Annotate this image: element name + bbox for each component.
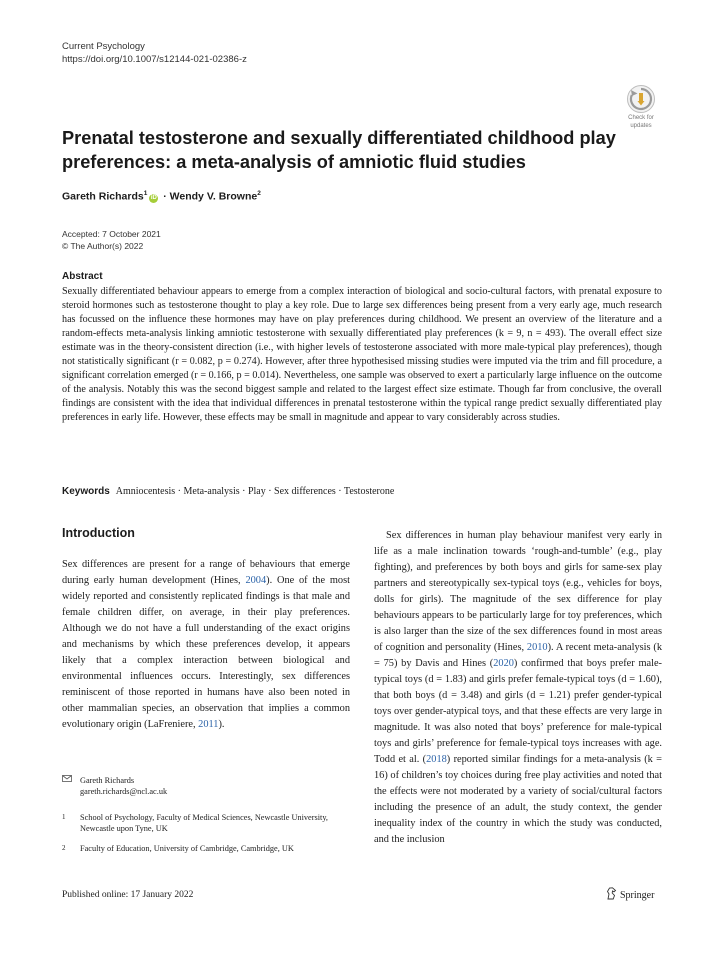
springer-horse-icon [606,887,617,900]
article-dates [62,228,161,252]
author-separator: · [160,190,170,203]
affiliation-text: School of Psychology, Faculty of Medical Sciences, Newcastle University, Newcastle upon Tyne, UK [80,813,329,833]
abstract-heading: Abstract [62,271,103,282]
journal-header [62,40,247,66]
keywords-list: Amniocentesis · Meta-analysis · Play · Sex differences · Testosterone [115,486,395,497]
mail-icon-wrap [62,775,76,786]
citation-year-link[interactable]: 2018 [426,754,447,765]
check-updates-line1: Check for [628,115,654,121]
citation-year-link[interactable]: 2004 [245,575,267,586]
published-online-date: Published online: 17 January 2022 [62,890,194,900]
abstract-text: Sexually differentiated behaviour appears to emerge from a complex interaction of biological and socio-cultural factors, with prenatal exposure to steroid hormones such as testosterone thought to play a key role. Due to large sex differences being present from a very early age, much research has focussed on the influence these hormones may have on play preferences during childhood. We present an overview of the literature and a random-effects meta-analysis linking amniotic testosterone with sexually differentiated play preferences (k = 9, n = 493). The overall effect size estimate was in the theory-consistent direction (i.e., with higher levels of testosterone associated with more male-typical play preferences), though not statistically significant (r = 0.082, p = 0.274). However, after three hypothesised missing studies were imputed via the trim and fill procedure, a significant correlation emerged (r = 0.166, p = 0.014). Nevertheless, one sample was observed to exert a particularly large influence on the outcome of the analysis. Notably this was the second biggest sample and related to the largest effect size estimate. Though far from conclusive, the overall findings are consistent with the idea that individual differences in prenatal testosterone within the typical range predict sexually differentiated play preferences in early life. However, these effects may be small in magnitude and appear to vary considerably across studies. [62,286,662,424]
intro-column-left: Sex differences are present for a range of behaviours that emerge during early human development (Hines, 2004). One of the most widely reported and consistently replicated findings is that male and female children differ, on average, in their play preferences. Although we do not have a full understanding of the exact origins and mechanisms by which these preferences develop, it appears likely that a complex interaction between biological and environmental influences occurs. Interestingly, sex differences reminiscent of those reported in humans have also been noted in other mammalian species, an observation that implies a common evolutionary origin (LaFreniere, 2011). [62,559,350,730]
correspondence-email[interactable]: gareth.richards@ncl.ac.uk [80,787,168,796]
correspondence-name: Gareth Richards [80,776,135,785]
citation-year-link[interactable]: 2010 [526,642,548,653]
accepted-date: Accepted: 7 October 2021 [62,229,161,239]
copyright-line: © The Author(s) 2022 [62,241,144,251]
check-for-updates-badge[interactable] [620,84,662,130]
publisher-name: Springer [620,890,655,901]
introduction-heading: Introduction [62,526,135,540]
keywords-label: Keywords [62,486,110,497]
journal-name: Current Psychology [62,41,145,52]
affiliation-number: 1 [62,813,66,821]
author-affiliation-marker: 1 [143,190,148,197]
keywords [62,486,394,497]
paper-title: Prenatal testosterone and sexually differentiated childhood play preferences: a meta-analysis of amniotic fluid studies [62,128,616,172]
affiliation-number: 2 [62,844,66,852]
affiliation-text: Faculty of Education, University of Cambridge, Cambridge, UK [80,844,294,853]
author-list [62,190,261,203]
doi-link[interactable]: https://doi.org/10.1007/s12144-021-02386-z [62,54,247,65]
check-for-updates-icon [626,84,656,114]
author-affiliation-marker: 2 [257,190,261,197]
author-name[interactable]: Gareth Richards [62,190,144,203]
author-name[interactable]: Wendy V. Browne [169,190,258,203]
mail-icon [62,775,72,782]
orcid-icon[interactable]: iD [150,194,157,201]
citation-year-link[interactable]: 2020 [493,658,514,669]
publisher-mark [606,887,654,901]
citation-year-link[interactable]: 2011 [198,719,219,730]
check-updates-line2: updates [630,123,652,129]
intro-column-right: Sex differences in human play behaviour manifest very early in life as a male inclination towards ‘rough-and-tumble’ (e.g., play fighting), and preferences by both boys and girls for same-sex play partners and stereotypically sex-typical toys (e.g., vehicles for boys, dolls for girls). The magnitude of the sex difference for play behaviours appears to be particularly large for toy preferences, which is also larger than the size of the sex differences found in most areas of cognition and personality (Hines, 2010). A recent meta-analysis (k = 75) by Davis and Hines (2020) confirmed that boys prefer male-typical toys (d = 1.83) and girls prefer female-typical toys (d = 1.60), that both boys (d = 3.48) and girls (d = 1.21) prefer gender-typical toys over gender-atypical toys, and that these effects are very large in magnitude. It was also noted that boys’ preference for male-typical toys and girls’ preference for female-typical toys increases with age. Todd et al. (2018) reported similar findings for a meta-analysis (k = 16) of children’s toy choices during free play activities and noted that the effects were not moderated by a variety of social/cultural factors including the presence of an adult, the study context, the gender inequality index of the country in which the study was conducted, and the inclusion [374,530,663,845]
